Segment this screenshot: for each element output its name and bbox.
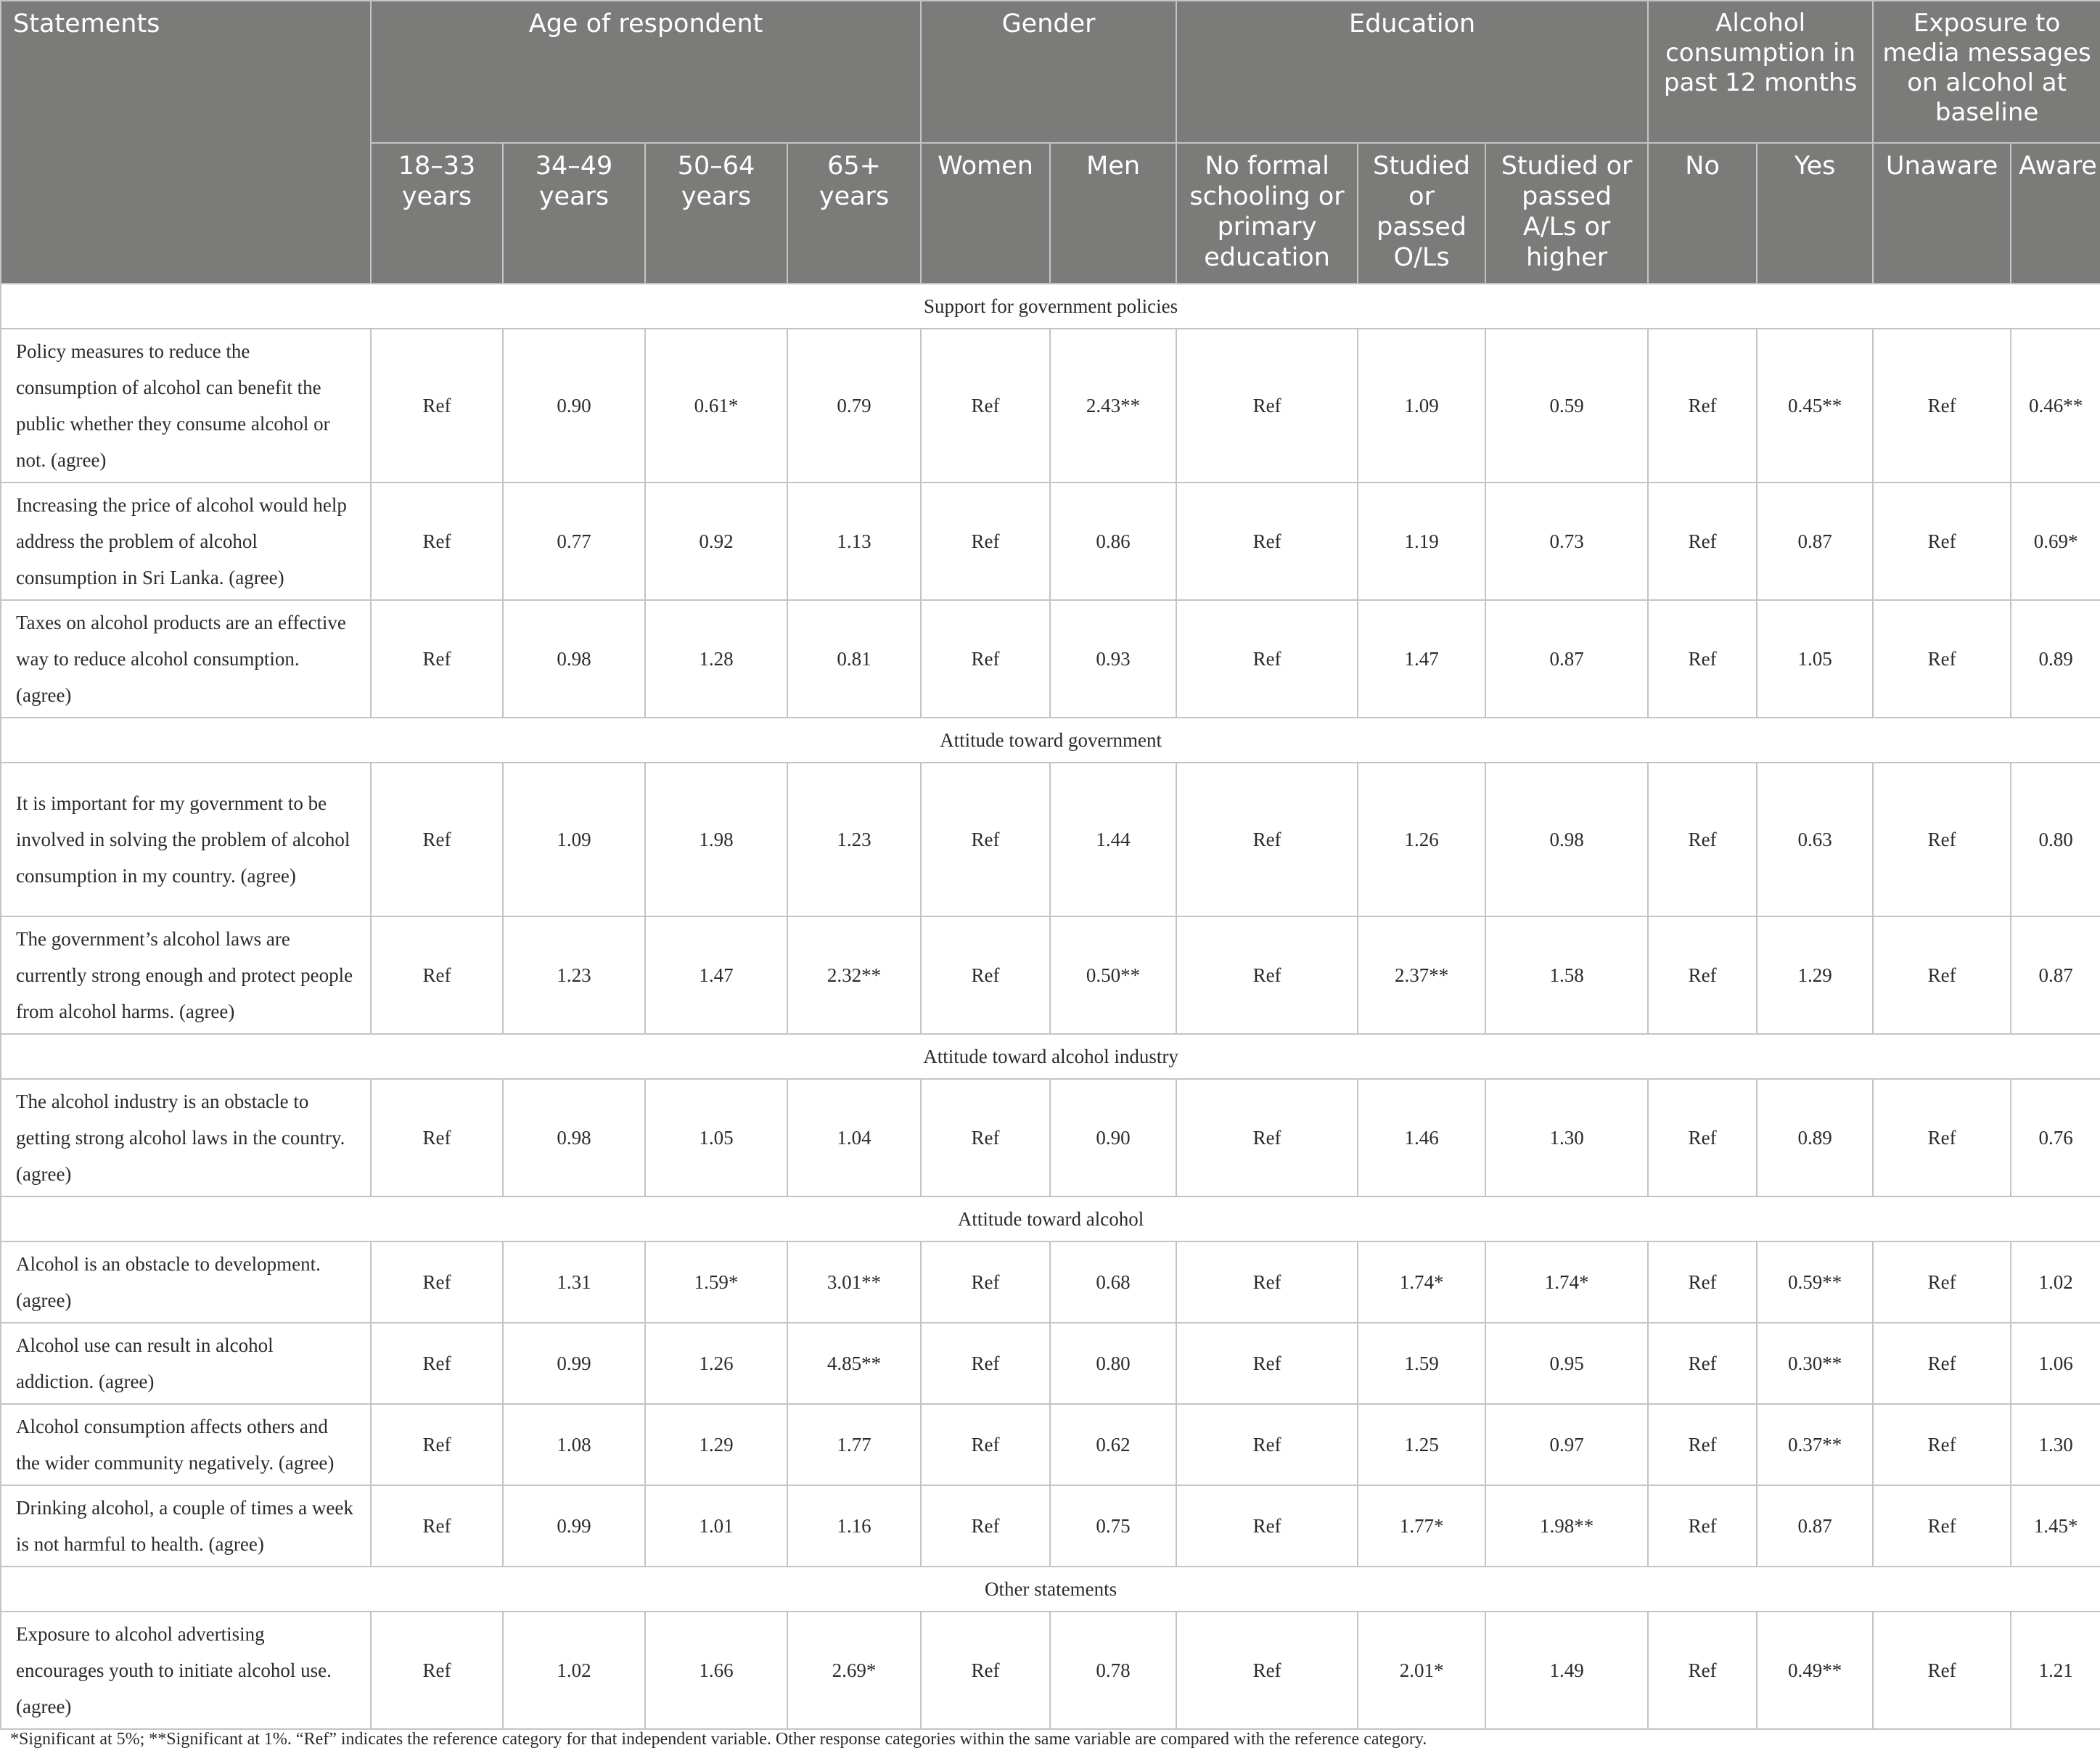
value-cell: Ref (371, 1079, 503, 1196)
section-row (1, 718, 2100, 763)
value-cell: Ref (1648, 763, 1757, 916)
value-cell: 0.87 (2011, 916, 2100, 1034)
value-cell: 1.02 (2011, 1241, 2100, 1323)
value-cell: 1.77 (787, 1404, 921, 1485)
value-cell: 0.87 (1757, 483, 1873, 600)
value-cell: Ref (1873, 1079, 2011, 1196)
value-cell: 1.29 (1757, 916, 1873, 1034)
section-title: Support for government policies (1, 284, 2100, 329)
statement-cell: The government’s alcohol laws are currently strong enough and protect people from alcohol harms. (agree) (1, 916, 371, 1034)
value-cell: 1.05 (645, 1079, 787, 1196)
value-cell: 1.49 (1485, 1612, 1648, 1729)
subheader-unaware: Unaware (1873, 143, 2011, 284)
value-cell: 0.79 (787, 329, 921, 483)
section-row (1, 1196, 2100, 1241)
value-cell: Ref (1176, 1079, 1358, 1196)
table-row (1, 600, 2100, 718)
value-cell: Ref (1176, 483, 1358, 600)
value-cell: 3.01** (787, 1241, 921, 1323)
subheader-men: Men (1050, 143, 1176, 284)
value-cell: 1.31 (503, 1241, 645, 1323)
group-header-education: Education (1176, 1, 1648, 143)
value-cell: 1.44 (1050, 763, 1176, 916)
table-row (1, 1323, 2100, 1404)
value-cell: Ref (1176, 600, 1358, 718)
value-cell: 1.01 (645, 1485, 787, 1567)
statement-cell: Alcohol consumption affects others and the wider community negatively. (agree) (1, 1404, 371, 1485)
subheader-consumption-yes: Yes (1757, 143, 1873, 284)
statement-cell: Increasing the price of alcohol would help address the problem of alcohol consumption in Sri Lanka. (agree) (1, 483, 371, 600)
subheader-no-formal-schooling: No formal schooling or primary education (1176, 143, 1358, 284)
value-cell: 0.78 (1050, 1612, 1176, 1729)
value-cell: 1.21 (2011, 1612, 2100, 1729)
section-title: Attitude toward government (1, 718, 2100, 763)
value-cell: Ref (1176, 1612, 1358, 1729)
value-cell: 2.69* (787, 1612, 921, 1729)
value-cell: 0.80 (2011, 763, 2100, 916)
value-cell: 1.08 (503, 1404, 645, 1485)
value-cell: 1.23 (787, 763, 921, 916)
value-cell: 0.46** (2011, 329, 2100, 483)
value-cell: Ref (921, 1612, 1050, 1729)
value-cell: 2.37** (1358, 916, 1485, 1034)
value-cell: 4.85** (787, 1323, 921, 1404)
group-header-age: Age of respondent (371, 1, 921, 143)
value-cell: Ref (1873, 483, 2011, 600)
value-cell: 0.61* (645, 329, 787, 483)
value-cell: Ref (921, 1241, 1050, 1323)
section-title: Other statements (1, 1567, 2100, 1612)
subheader-consumption-no: No (1648, 143, 1757, 284)
value-cell: 0.77 (503, 483, 645, 600)
subheader-women: Women (921, 143, 1050, 284)
value-cell: 0.98 (503, 600, 645, 718)
section-title: Attitude toward alcohol (1, 1196, 2100, 1241)
value-cell: Ref (371, 483, 503, 600)
value-cell: 1.74* (1485, 1241, 1648, 1323)
value-cell: Ref (371, 1485, 503, 1567)
value-cell: 1.09 (1358, 329, 1485, 483)
table-row (1, 329, 2100, 483)
value-cell: 1.30 (1485, 1079, 1648, 1196)
value-cell: Ref (371, 1323, 503, 1404)
value-cell: 1.06 (2011, 1323, 2100, 1404)
value-cell: Ref (921, 916, 1050, 1034)
value-cell: Ref (921, 329, 1050, 483)
statements-column-header: Statements (1, 1, 371, 284)
value-cell: 1.26 (645, 1323, 787, 1404)
value-cell: 0.86 (1050, 483, 1176, 600)
value-cell: 0.80 (1050, 1323, 1176, 1404)
value-cell: Ref (1873, 1485, 2011, 1567)
value-cell: 0.95 (1485, 1323, 1648, 1404)
value-cell: Ref (371, 763, 503, 916)
value-cell: 0.49** (1757, 1612, 1873, 1729)
value-cell: Ref (1648, 916, 1757, 1034)
value-cell: 0.81 (787, 600, 921, 718)
value-cell: 1.30 (2011, 1404, 2100, 1485)
value-cell: 1.13 (787, 483, 921, 600)
group-header-gender: Gender (921, 1, 1176, 143)
value-cell: 1.26 (1358, 763, 1485, 916)
value-cell: 1.02 (503, 1612, 645, 1729)
statement-cell: Taxes on alcohol products are an effective way to reduce alcohol consumption. (agree) (1, 600, 371, 718)
table-row (1, 1079, 2100, 1196)
value-cell: Ref (1873, 763, 2011, 916)
value-cell: 1.74* (1358, 1241, 1485, 1323)
value-cell: 0.87 (1757, 1485, 1873, 1567)
value-cell: Ref (1873, 1241, 2011, 1323)
table-row (1, 483, 2100, 600)
value-cell: 0.76 (2011, 1079, 2100, 1196)
value-cell: 0.99 (503, 1323, 645, 1404)
table-row (1, 1404, 2100, 1485)
subheader-aware: Aware (2011, 143, 2100, 284)
value-cell: 1.16 (787, 1485, 921, 1567)
statement-cell: Alcohol use can result in alcohol addiction. (agree) (1, 1323, 371, 1404)
value-cell: Ref (1873, 1612, 2011, 1729)
value-cell: 0.99 (503, 1485, 645, 1567)
value-cell: 1.98 (645, 763, 787, 916)
subheader-age-18-33: 18–33 years (371, 143, 503, 284)
section-row (1, 1567, 2100, 1612)
value-cell: 0.90 (1050, 1079, 1176, 1196)
value-cell: 0.97 (1485, 1404, 1648, 1485)
statement-cell: Policy measures to reduce the consumption of alcohol can benefit the public whether they consume alcohol or not. (agree) (1, 329, 371, 483)
value-cell: Ref (1648, 483, 1757, 600)
value-cell: 2.43** (1050, 329, 1176, 483)
statement-cell: Drinking alcohol, a couple of times a week is not harmful to health. (agree) (1, 1485, 371, 1567)
value-cell: Ref (1176, 763, 1358, 916)
value-cell: Ref (1648, 1485, 1757, 1567)
subheader-age-34-49: 34–49 years (503, 143, 645, 284)
footnote: *Significant at 5%; **Significant at 1%. “Ref” indicates the reference category for that independent variable. Other response categories within the same variable are compared with the reference category. (10, 1730, 1427, 1749)
value-cell: 0.93 (1050, 600, 1176, 718)
value-cell: 0.89 (2011, 600, 2100, 718)
value-cell: Ref (1176, 1485, 1358, 1567)
value-cell: 2.01* (1358, 1612, 1485, 1729)
subheader-studied-ol: Studied or passed O/Ls (1358, 143, 1485, 284)
value-cell: Ref (371, 916, 503, 1034)
value-cell: 1.47 (1358, 600, 1485, 718)
value-cell: Ref (1648, 1323, 1757, 1404)
value-cell: 0.75 (1050, 1485, 1176, 1567)
value-cell: 0.50** (1050, 916, 1176, 1034)
value-cell: Ref (1648, 1241, 1757, 1323)
value-cell: 1.23 (503, 916, 645, 1034)
value-cell: Ref (1648, 600, 1757, 718)
value-cell: 0.68 (1050, 1241, 1176, 1323)
value-cell: 0.98 (1485, 763, 1648, 916)
value-cell: 0.90 (503, 329, 645, 483)
value-cell: 1.29 (645, 1404, 787, 1485)
section-title: Attitude toward alcohol industry (1, 1034, 2100, 1079)
value-cell: Ref (921, 763, 1050, 916)
value-cell: 1.28 (645, 600, 787, 718)
value-cell: 1.04 (787, 1079, 921, 1196)
value-cell: Ref (1648, 1079, 1757, 1196)
value-cell: Ref (921, 1404, 1050, 1485)
value-cell: Ref (1648, 1612, 1757, 1729)
value-cell: 0.98 (503, 1079, 645, 1196)
value-cell: Ref (1176, 916, 1358, 1034)
table-row (1, 763, 2100, 916)
value-cell: Ref (371, 1612, 503, 1729)
section-row (1, 284, 2100, 329)
value-cell: Ref (371, 329, 503, 483)
subheader-age-65-plus: 65+ years (787, 143, 921, 284)
value-cell: Ref (1873, 1323, 2011, 1404)
value-cell: Ref (1176, 1323, 1358, 1404)
statement-cell: The alcohol industry is an obstacle to getting strong alcohol laws in the country. (agree) (1, 1079, 371, 1196)
value-cell: 0.59 (1485, 329, 1648, 483)
value-cell: Ref (1176, 329, 1358, 483)
value-cell: 0.37** (1757, 1404, 1873, 1485)
value-cell: 1.59* (645, 1241, 787, 1323)
value-cell: Ref (1873, 329, 2011, 483)
value-cell: 0.45** (1757, 329, 1873, 483)
table-header (1, 1, 2100, 284)
section-row (1, 1034, 2100, 1079)
table-row (1, 916, 2100, 1034)
value-cell: 0.87 (1485, 600, 1648, 718)
value-cell: 2.32** (787, 916, 921, 1034)
statement-cell: It is important for my government to be involved in solving the problem of alcohol consumption in my country. (agree) (1, 763, 371, 916)
value-cell: 1.05 (1757, 600, 1873, 718)
value-cell: 1.46 (1358, 1079, 1485, 1196)
statement-cell: Alcohol is an obstacle to development. (agree) (1, 1241, 371, 1323)
value-cell: 1.09 (503, 763, 645, 916)
value-cell: 1.47 (645, 916, 787, 1034)
value-cell: 0.89 (1757, 1079, 1873, 1196)
value-cell: 0.63 (1757, 763, 1873, 916)
value-cell: Ref (921, 1079, 1050, 1196)
value-cell: Ref (921, 600, 1050, 718)
subheader-age-50-64: 50–64 years (645, 143, 787, 284)
value-cell: 1.59 (1358, 1323, 1485, 1404)
value-cell: Ref (371, 1404, 503, 1485)
statement-cell: Exposure to alcohol advertising encourages youth to initiate alcohol use. (agree) (1, 1612, 371, 1729)
value-cell: 1.66 (645, 1612, 787, 1729)
value-cell: 0.30** (1757, 1323, 1873, 1404)
value-cell: 1.58 (1485, 916, 1648, 1034)
value-cell: Ref (371, 1241, 503, 1323)
value-cell: 0.59** (1757, 1241, 1873, 1323)
value-cell: 0.62 (1050, 1404, 1176, 1485)
value-cell: Ref (1648, 329, 1757, 483)
value-cell: Ref (1873, 1404, 2011, 1485)
value-cell: Ref (1873, 916, 2011, 1034)
value-cell: 0.92 (645, 483, 787, 600)
value-cell: 1.19 (1358, 483, 1485, 600)
value-cell: Ref (1176, 1241, 1358, 1323)
table-row (1, 1241, 2100, 1323)
value-cell: 1.77* (1358, 1485, 1485, 1567)
table-row (1, 1612, 2100, 1729)
group-header-alcohol-consumption: Alcohol consumption in past 12 months (1648, 1, 1873, 143)
value-cell: 1.45* (2011, 1485, 2100, 1567)
value-cell: Ref (1873, 600, 2011, 718)
value-cell: 0.69* (2011, 483, 2100, 600)
value-cell: 1.25 (1358, 1404, 1485, 1485)
table-row (1, 1485, 2100, 1567)
value-cell: Ref (921, 1485, 1050, 1567)
subheader-studied-al: Studied or passed A/Ls or higher (1485, 143, 1648, 284)
value-cell: Ref (921, 1323, 1050, 1404)
value-cell: 1.98** (1485, 1485, 1648, 1567)
value-cell: Ref (371, 600, 503, 718)
table-body (1, 284, 2100, 1729)
value-cell: 0.73 (1485, 483, 1648, 600)
value-cell: Ref (1176, 1404, 1358, 1485)
value-cell: Ref (1648, 1404, 1757, 1485)
value-cell: Ref (921, 483, 1050, 600)
group-header-media-exposure: Exposure to media messages on alcohol at baseline (1873, 1, 2100, 143)
